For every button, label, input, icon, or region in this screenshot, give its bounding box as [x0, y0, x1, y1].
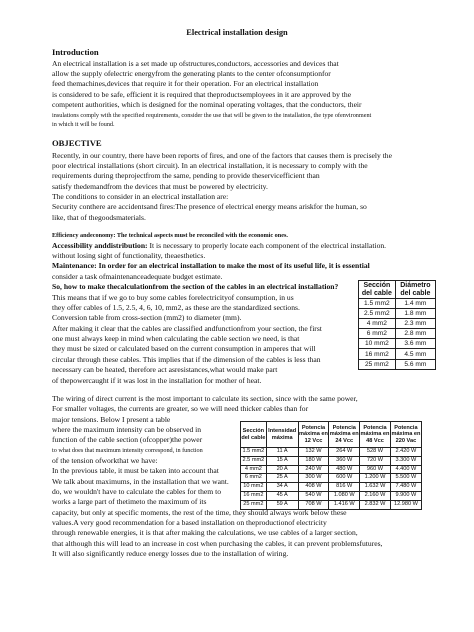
accessibility-line-2: without losing sight of functionality, theaesthetics. — [52, 251, 206, 260]
section-question: So, how to make thecalculationfrom the section of the cables in an electrical installation? — [52, 282, 339, 291]
objective-line: Recently, in our country, there have been reports of fires, and one of the factors that causes them is precisely the — [52, 151, 392, 160]
table-header: Sección del cable — [241, 422, 267, 448]
wiring-left-line: to what does that maximum intensity correspond, in function — [52, 447, 203, 454]
wiring-left-line: works a large part of thetimeto the maximum of its — [52, 497, 207, 506]
objective-line: Security conthere are accidentsand fires:The presence of electrical energy means ariskfor the human, so — [52, 202, 367, 211]
final-line: It will also significantly reduce energy losses due to the installation of wiring. — [52, 549, 289, 558]
table-cell: 3.6 mm — [395, 339, 435, 349]
table-row — [359, 319, 436, 329]
wiring-left-line: of the tension ofworkthat we have: — [52, 456, 158, 465]
table-cell: 16 mm2 — [359, 349, 396, 359]
table-cell: 1.5 mm2 — [241, 448, 267, 457]
table-row — [241, 465, 422, 474]
table-cell: 2.3 mm — [395, 319, 435, 329]
wiring-left-line: In the previous table, it must be taken into account that — [52, 466, 219, 475]
objective-heading: OBJECTIVE — [52, 138, 102, 148]
power-table — [240, 421, 422, 510]
objective-line: poor electrical installations (short circuit). In an electrical installation, it is necessary to comply with the — [52, 161, 368, 170]
table-cell: 4.5 mm — [395, 349, 435, 359]
table-cell: 16 mm2 — [241, 491, 267, 500]
table-row — [359, 299, 436, 309]
table-cell: 25 A — [266, 474, 298, 483]
table-cell: 7.480 W — [390, 483, 421, 492]
efficiency-line: Efficiency andeconomy: The technical aspects must be reconciled with the economic ones. — [52, 232, 288, 239]
maintenance-line-2: consider a task ofmaintenanceadequate budget estimate. — [52, 272, 223, 281]
section-line: of thepowercaught if it was lost in the installation for mother of heat. — [52, 376, 262, 385]
table-cell: 240 W — [298, 465, 329, 474]
final-line: values.A very good recommendation for a based installation on theproductionof electricity — [52, 518, 327, 527]
maintenance-line: Maintenance: In order for an electrical installation to make the most of its useful life, it is essential — [52, 261, 370, 270]
table-cell: 2.5 mm2 — [241, 456, 267, 465]
section-line: necessary can be heated, therefore act asresistances,what would make part — [52, 365, 278, 374]
table-header: Potencia máxima en 12 Vcc — [298, 422, 329, 448]
table-cell: 480 W — [329, 465, 360, 474]
table-cell: 25 mm2 — [241, 500, 267, 509]
wiring-line: For smaller voltages, the currents are greater, so we will need thicker cables than for — [52, 404, 309, 413]
table-cell: 10 mm2 — [241, 483, 267, 492]
table-cell: 6 mm2 — [359, 329, 396, 339]
table-row — [359, 339, 436, 349]
final-line: that although this will lead to an increase in cost when purchasing the cables, it can prevent problemsfutures, — [52, 539, 383, 548]
table-cell: 600 W — [329, 474, 360, 483]
section-line: Conversion table from cross-section (mm2) to diameter (mm). — [52, 313, 242, 322]
table-cell: 2.832 W — [360, 500, 391, 509]
table-cell: 4.400 W — [390, 465, 421, 474]
table-cell: 540 W — [298, 491, 329, 500]
table-cell: 2.5 mm2 — [359, 309, 396, 319]
accessibility-label: Accessibility anddistribution: — [52, 241, 148, 250]
section-line: This means that if we go to buy some cables forelectricityof consumption, in us — [52, 293, 294, 302]
objective-line: The conditions to consider in an electrical installation are: — [52, 192, 229, 201]
wiring-line: The wiring of direct current is the most important to calculate its section, since with the same power, — [52, 394, 358, 403]
intro-heading: Introduction — [52, 47, 99, 57]
table-header-row — [241, 422, 422, 448]
table-cell: 4 mm2 — [241, 465, 267, 474]
table-cell: 816 W — [329, 483, 360, 492]
intro-line: is considered to be safe, efficient it is required that theproductsemployees in it are approved by the — [52, 90, 352, 99]
table-cell: 708 W — [298, 500, 329, 509]
intro-line: allow the supply ofelectric energyfrom the generating plants to the center ofconsumptionfor — [52, 69, 331, 78]
table-row — [359, 329, 436, 339]
document-title: Electrical installation design — [186, 28, 288, 37]
final-line: through renewable energies, it is that after making the calculations, we use cables of a larger section, — [52, 528, 358, 537]
section-line: they offer cables of 1.5, 2.5, 4, 6, 10, mm2, as these are the standardized sections. — [52, 303, 300, 312]
table-cell: 300 W — [298, 474, 329, 483]
table-cell: 2.160 W — [360, 491, 391, 500]
accessibility-text: It is necessary to properly locate each component of the electrical installation. — [149, 241, 387, 250]
wiring-left-line: function of the cable section (ofcopper)the power — [52, 435, 203, 444]
table-cell: 180 W — [298, 456, 329, 465]
table-cell: 5.6 mm — [395, 359, 435, 369]
table-cell: 10 mm2 — [359, 339, 396, 349]
wiring-left-line: We talk about maximums, in the installation that we want. — [52, 477, 229, 486]
table-header-row — [359, 281, 436, 299]
table-cell: 1.416 W — [329, 500, 360, 509]
intro-line: feed themachines,devices that require it for their operation. For an electrical installation — [52, 79, 319, 88]
table-cell: 5.500 W — [390, 474, 421, 483]
section-line: After making it clear that the cables are classified andfunctionfrom your section, the first — [52, 324, 322, 333]
table-cell: 1.632 W — [360, 483, 391, 492]
table-cell: 15 A — [266, 456, 298, 465]
intro-line: An electrical installation is a set made up ofstructures,conductors, accessories and devices that — [52, 59, 339, 68]
table-cell: 264 W — [329, 448, 360, 457]
intro-line: insulations comply with the specified requirements, consider the use that will be given to the installation, the type ofenvironment — [52, 112, 372, 119]
table-header: Diámetro del cable — [395, 281, 435, 299]
table-cell: 528 W — [360, 448, 391, 457]
table-cell: 1.200 W — [360, 474, 391, 483]
table-cell: 9.900 W — [390, 491, 421, 500]
table-row — [359, 359, 436, 369]
table-header: Potencia máxima en 48 Vcc — [360, 422, 391, 448]
objective-line: requirements during theprojectfrom the same, pending to provide theservicefficient than — [52, 171, 320, 180]
table-row — [241, 456, 422, 465]
table-row — [241, 491, 422, 500]
table-cell: 11 A — [266, 448, 298, 457]
section-line: they must be sized or calculated based on the current consumption in amperes that will — [52, 344, 316, 353]
table-cell: 1.5 mm2 — [359, 299, 396, 309]
table-cell: 3.300 W — [390, 456, 421, 465]
accessibility-line — [52, 241, 386, 250]
table-cell: 2.8 mm — [395, 329, 435, 339]
table-cell: 6 mm2 — [241, 474, 267, 483]
section-line: circular through these cables. This implies that if the dimension of the cables is less than — [52, 355, 321, 364]
intro-line: in which it will be found. — [52, 121, 115, 128]
final-line: capacity, but only at specific moments, the rest of the time, they should always work below these — [52, 508, 347, 517]
table-cell: 25 mm2 — [359, 359, 396, 369]
wiring-left-line: where the maximum intensity can be observed in — [52, 425, 202, 434]
objective-line: satisfy thedemandfrom the devices that must be powered by electricity. — [52, 182, 268, 191]
table-cell: 20 A — [266, 465, 298, 474]
table-cell: 34 A — [266, 483, 298, 492]
table-cell: 360 W — [329, 456, 360, 465]
table-cell: 2.420 W — [390, 448, 421, 457]
objective-line: like, that of thegoodsmaterials. — [52, 213, 146, 222]
table-cell: 12.980 W — [390, 500, 421, 509]
table-cell: 408 W — [298, 483, 329, 492]
table-row — [241, 448, 422, 457]
table-cell: 45 A — [266, 491, 298, 500]
table-header: Intensidad máxima — [266, 422, 298, 448]
table-cell: 1.4 mm — [395, 299, 435, 309]
wiring-left-line: do, we wouldn't have to calculate the cables for them to — [52, 487, 222, 496]
table-cell: 1.8 mm — [395, 309, 435, 319]
wiring-line: major tensions. Below I present a table — [52, 415, 171, 424]
intro-line: competent authorities, which is designed for the nominal operating voltages, that the conductors, their — [52, 100, 362, 109]
table-cell: 4 mm2 — [359, 319, 396, 329]
table-header: Potencia máxima en 220 Vac — [390, 422, 421, 448]
table-header: Sección del cable — [359, 281, 396, 299]
table-header: Potencia máxima en 24 Vcc — [329, 422, 360, 448]
table-row — [241, 483, 422, 492]
section-line: one must always keep in mind when calculating the cable section we need, is that — [52, 334, 300, 343]
table-cell: 132 W — [298, 448, 329, 457]
table-cell: 960 W — [360, 465, 391, 474]
table-row — [241, 474, 422, 483]
table-row — [359, 349, 436, 359]
table-cell: 720 W — [360, 456, 391, 465]
section-diameter-table — [358, 280, 436, 370]
table-cell: 1.080 W — [329, 491, 360, 500]
table-row — [359, 309, 436, 319]
table-cell: 59 A — [266, 500, 298, 509]
